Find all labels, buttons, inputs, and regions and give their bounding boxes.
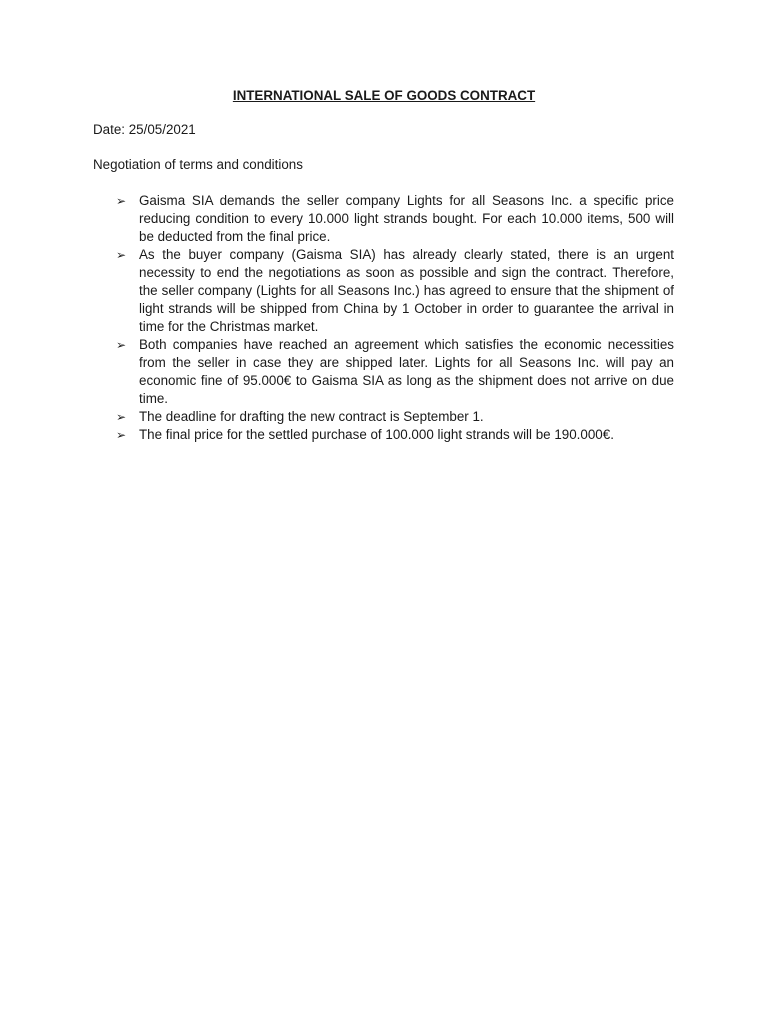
- date-line: Date: 25/05/2021: [93, 122, 196, 137]
- arrow-bullet-icon: ➢: [116, 194, 127, 208]
- list-item: [116, 336, 674, 408]
- list-item: [116, 192, 674, 246]
- list-item-text: The deadline for drafting the new contract is September 1.: [139, 409, 484, 424]
- list-item-text: Gaisma SIA demands the seller company Lights for all Seasons Inc. a specific price reducing condition to every 10.000 light strands bought. For each 10.000 items, 500 will be deducted from the final price.: [139, 193, 674, 244]
- arrow-bullet-icon: ➢: [116, 338, 127, 352]
- list-item: [116, 408, 674, 426]
- list-item: [116, 246, 674, 336]
- terms-list: [116, 192, 674, 444]
- section-heading: Negotiation of terms and conditions: [93, 157, 303, 172]
- list-item-text: As the buyer company (Gaisma SIA) has already clearly stated, there is an urgent necessity to end the negotiations as soon as possible and sign the contract. Therefore, the seller company (Lights for all Seasons Inc.) has agreed to ensure that the shipment of light strands will be shipped from China by 1 October in order to guarantee the arrival in time for the Christmas market.: [139, 247, 674, 334]
- arrow-bullet-icon: ➢: [116, 248, 127, 262]
- document-title: INTERNATIONAL SALE OF GOODS CONTRACT: [232, 88, 536, 103]
- list-item-text: The final price for the settled purchase of 100.000 light strands will be 190.000€.: [139, 427, 614, 442]
- arrow-bullet-icon: ➢: [116, 428, 127, 442]
- list-item-text: Both companies have reached an agreement which satisfies the economic necessities from the seller in case they are shipped later. Lights for all Seasons Inc. will pay an economic fine of 95.000€ to Gaisma SIA as long as the shipment does not arrive on due time.: [139, 337, 674, 406]
- arrow-bullet-icon: ➢: [116, 410, 127, 424]
- list-item: [116, 426, 674, 444]
